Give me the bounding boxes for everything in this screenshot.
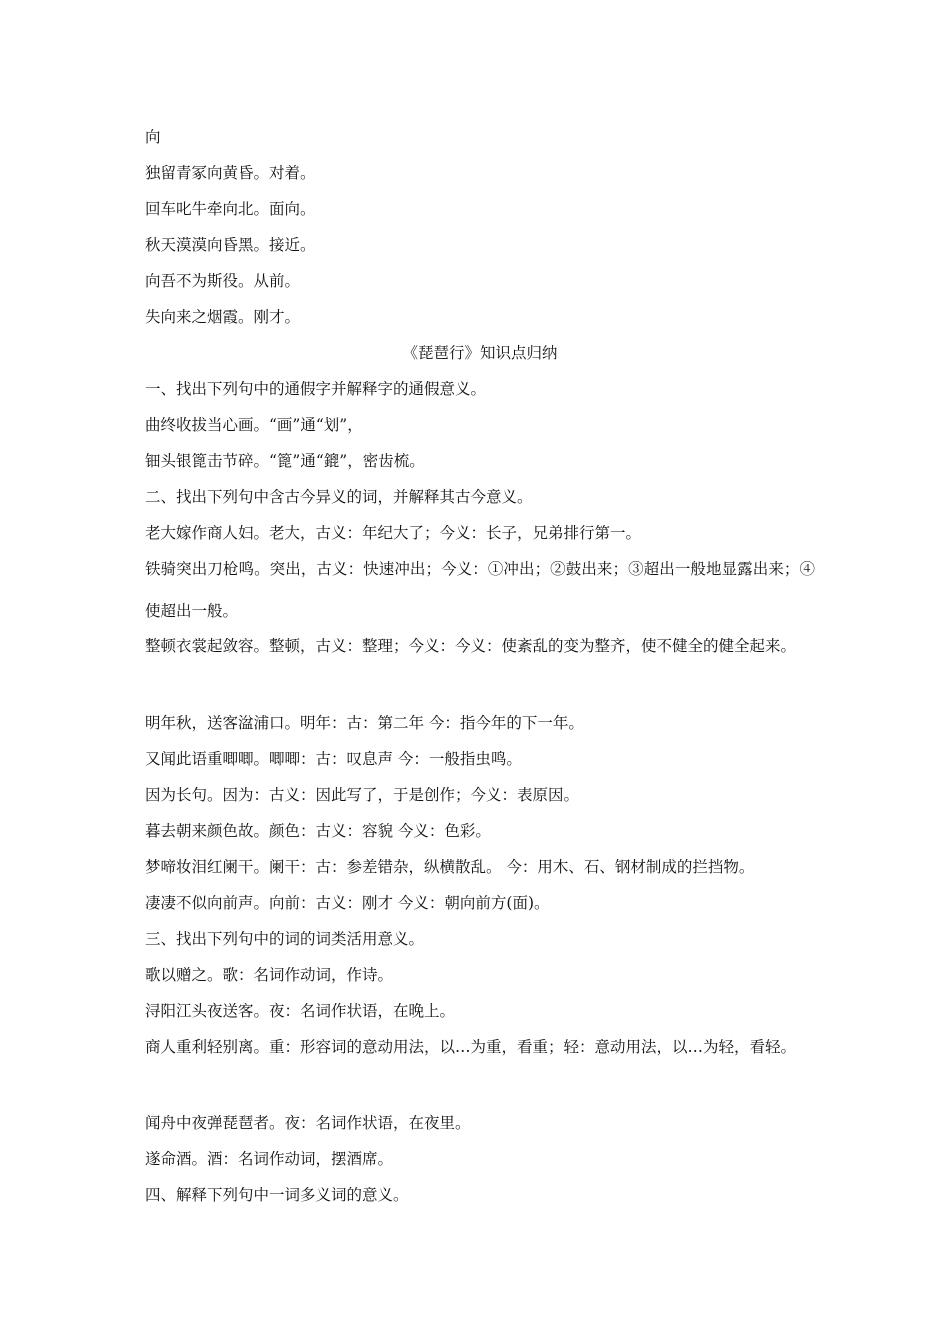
answer-paragraph: 铁骑突出刀枪鸣。突出，古义：快速冲出；今义：①冲出；②鼓出来；③超出一般地显露出来；④使超出一般。 — [145, 560, 815, 620]
answer-line: 又闻此语重唧唧。唧唧：古：叹息声 今：一般指虫鸣。 — [145, 750, 522, 768]
answer-line: 凄凄不似向前声。向前：古义：刚才 今义：朝向前方(面)。 — [145, 894, 550, 912]
answer-line: 歌以赠之。歌：名词作动词，作诗。 — [145, 966, 394, 984]
answer-line: 老大嫁作商人妇。老大，古义：年纪大了；今义：长子，兄弟排行第一。 — [145, 524, 642, 542]
entry-line: 回车叱牛牵向北。面向。 — [145, 200, 316, 218]
entry-line: 独留青冢向黄昏。对着。 — [145, 164, 316, 182]
question-heading: 三、找出下列句中的词的词类活用意义。 — [145, 930, 425, 948]
entry-heading: 向 — [145, 128, 161, 146]
answer-paragraph: 整顿衣裳起敛容。整顿，古义：整理；今义：今义：使紊乱的变为整齐，使不健全的健全起来。 — [145, 637, 797, 655]
entry-line: 向吾不为斯役。从前。 — [145, 272, 301, 290]
answer-line: 闻舟中夜弹琵琶者。夜：名词作状语，在夜里。 — [145, 1114, 471, 1132]
question-heading: 四、解释下列句中一词多义词的意义。 — [145, 1186, 409, 1204]
answer-line: 遂命酒。酒：名词作动词，摆酒席。 — [145, 1150, 394, 1168]
answer-paragraph: 商人重利轻别离。重：形容词的意动用法，以…为重，看重；轻：意动用法，以…为轻，看轻。 — [145, 1038, 797, 1056]
question-heading: 二、找出下列句中含古今异义的词，并解释其古今意义。 — [145, 488, 533, 506]
answer-line: 因为长句。因为：古义：因此写了，于是创作；今义：表原因。 — [145, 786, 580, 804]
answer-line: 梦啼妆泪红阑干。阑干：古：参差错杂，纵横散乱。 今：用木、石、钢材制成的拦挡物。 — [145, 858, 755, 876]
question-heading: 一、找出下列句中的通假字并解释字的通假意义。 — [145, 380, 487, 398]
entry-line: 失向来之烟霞。刚才。 — [145, 308, 301, 326]
answer-line: 钿头银篦击节碎。“篦”通“鎞”，密齿梳。 — [145, 452, 425, 470]
answer-line: 浔阳江头夜送客。夜：名词作状语，在晚上。 — [145, 1002, 456, 1020]
answer-line: 明年秋，送客湓浦口。明年：古：第二年 今：指今年的下一年。 — [145, 714, 584, 732]
section-title: 《琵琶行》知识点归纳 — [402, 344, 558, 362]
answer-line: 曲终收拔当心画。“画”通“划”， — [145, 416, 363, 434]
answer-line: 暮去朝来颜色故。颜色：古义：容貌 今义：色彩。 — [145, 822, 491, 840]
entry-line: 秋天漠漠向昏黑。接近。 — [145, 236, 316, 254]
